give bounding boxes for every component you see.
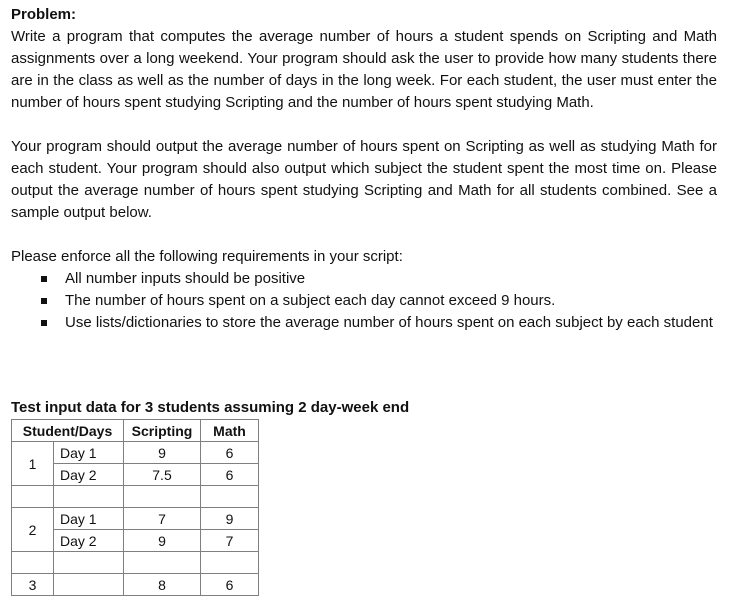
- math-hours: 6: [201, 574, 259, 596]
- student-id: 2: [12, 508, 54, 552]
- day-label: [54, 574, 124, 596]
- problem-statement: [11, 4, 717, 334]
- scripting-hours: 9: [124, 530, 201, 552]
- table-row-blank: [12, 552, 259, 574]
- scripting-hours: 7: [124, 508, 201, 530]
- requirement-item: The number of hours spent on a subject each day cannot exceed 9 hours.: [11, 290, 717, 312]
- day-label: Day 2: [54, 530, 124, 552]
- day-label: Day 1: [54, 442, 124, 464]
- scripting-hours: 7.5: [124, 464, 201, 486]
- table-row: [12, 508, 259, 530]
- student-id: 3: [12, 574, 54, 596]
- header-scripting: Scripting: [124, 420, 201, 442]
- math-hours: 6: [201, 442, 259, 464]
- problem-title: Problem:: [11, 6, 77, 23]
- header-math: Math: [201, 420, 259, 442]
- table-row: [12, 442, 259, 464]
- student-id: 1: [12, 442, 54, 486]
- table-header-row: [12, 420, 259, 442]
- table-row: [12, 574, 259, 596]
- bullet-icon: [41, 298, 47, 304]
- problem-paragraph-2: Your program should output the average number of hours spent on Scripting as well as studying Math for each student. Your program should also output which subject the student spent the most time on. Please output the average number of hours spent studying Scripting and Math for all students combined. See a sample output below.: [11, 138, 717, 221]
- bullet-icon: [41, 320, 47, 326]
- requirement-item: Use lists/dictionaries to store the average number of hours spent on each subject by each student: [11, 312, 717, 334]
- test-input-table: [11, 419, 259, 596]
- problem-paragraph-1: Write a program that computes the average number of hours a student spends on Scripting and Math assignments over a long weekend. Your program should ask the user to provide how many students there are in the class as well as the number of days in the long week. For each student, the user must enter the number of hours spent studying Scripting and the number of hours spent studying Math.: [11, 28, 717, 111]
- scripting-hours: 8: [124, 574, 201, 596]
- table-title: Test input data for 3 students assuming 2 day-week end: [11, 399, 410, 416]
- math-hours: 6: [201, 464, 259, 486]
- day-label: Day 1: [54, 508, 124, 530]
- header-student-days: Student/Days: [12, 420, 124, 442]
- table-row-blank: [12, 486, 259, 508]
- day-label: Day 2: [54, 464, 124, 486]
- scripting-hours: 9: [124, 442, 201, 464]
- requirements-intro: Please enforce all the following requirements in your script:: [11, 248, 403, 265]
- math-hours: 7: [201, 530, 259, 552]
- requirement-item: All number inputs should be positive: [11, 268, 717, 290]
- math-hours: 9: [201, 508, 259, 530]
- bullet-icon: [41, 276, 47, 282]
- requirements-list: [11, 268, 717, 334]
